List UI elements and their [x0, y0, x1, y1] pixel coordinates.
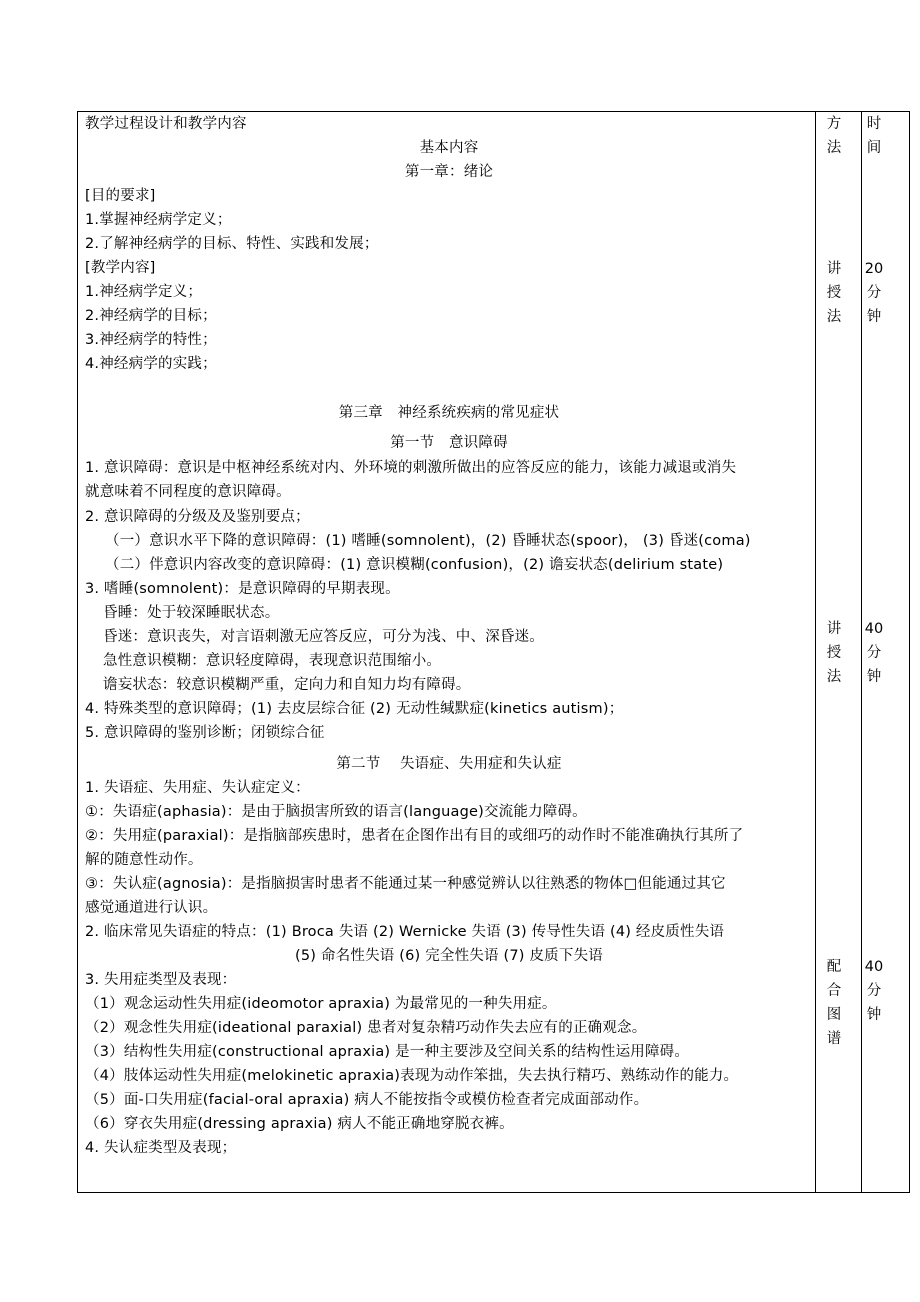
paragraph: （2）观念性失用症(ideational paraxial) 患者对复杂精巧动作失去应有的正确观念。 [85, 1020, 647, 1036]
teach-label: [教学内容] [85, 260, 156, 276]
method-lecture-1: 讲 授 法 [826, 261, 842, 325]
paragraph: ③：失认症(agnosia)：是指脑损害时患者不能通过某一种感觉辨认以往熟悉的物体□但能通过其它 [85, 876, 726, 892]
lesson-table [77, 111, 910, 1193]
method-atlas: 配 合 图 谱 [826, 959, 842, 1047]
paragraph: （6）穿衣失用症(dressing apraxia) 病人不能正确地穿脱衣裤。 [85, 1116, 514, 1132]
chapter-1-title: 第一章：绪论 [404, 164, 494, 180]
paragraph: 昏迷：意识丧失，对言语刺激无应答反应，可分为浅、中、深昏迷。 [103, 629, 544, 645]
paragraph: 1. 失语症、失用症、失认症定义： [85, 780, 310, 796]
paragraph: （一）意识水平下降的意识障碍：(1) 嗜睡(somnolent)，(2) 昏睡状态(spoor)， (3) 昏迷(coma) [105, 533, 751, 549]
paragraph: 昏睡：处于较深睡眠状态。 [103, 605, 280, 621]
method-header: 方 法 [826, 116, 842, 156]
method-lecture-2: 讲 授 法 [826, 621, 842, 685]
paragraph: ①：失语症(aphasia)：是由于脑损害所致的语言(language)交流能力障碍。 [85, 804, 587, 820]
paragraph: 2. 意识障碍的分级及及鉴别要点； [85, 509, 310, 525]
chapter-3-title: 第三章 神经系统疾病的常见症状 [338, 405, 560, 421]
paragraph: 3. 嗜睡(somnolent)：是意识障碍的早期表现。 [85, 581, 400, 597]
time-20-minutes: 20 分 钟 [864, 261, 884, 325]
goal-item: 1.掌握神经病学定义； [85, 212, 232, 228]
time-40-minutes: 40 分 钟 [864, 959, 884, 1023]
paragraph: 5. 意识障碍的鉴别诊断；闭锁综合征 [85, 725, 325, 741]
column-divider-method [815, 112, 816, 1192]
paragraph: 谵妄状态：较意识模糊严重，定向力和自知力均有障碍。 [103, 677, 471, 693]
paragraph: （5）面-口失用症(facial-oral apraxia) 病人不能按指令或模仿检查者完成面部动作。 [85, 1092, 649, 1108]
teach-item: 3.神经病学的特性； [85, 332, 217, 348]
paragraph: ②：失用症(paraxial)：是指脑部疾患时，患者在企图作出有目的或细巧的动作时不能准确执行其所了 [85, 828, 744, 844]
basic-content-heading: 基本内容 [419, 140, 479, 156]
paragraph: (5) 命名性失语 (6) 完全性失语 (7) 皮质下失语 [295, 948, 603, 964]
section-2-title: 第二节 失语症、失用症和失认症 [336, 756, 562, 772]
paragraph: 2. 临床常见失语症的特点：(1) Broca 失语 (2) Wernicke 失语 (3) 传导性失语 (4) 经皮质性失语 [85, 924, 725, 940]
paragraph: （3）结构性失用症(constructional apraxia) 是一种主要涉及空间关系的结构性运用障碍。 [85, 1044, 690, 1060]
time-40-minutes: 40 分 钟 [864, 621, 884, 685]
teach-item: 1.神经病学定义； [85, 284, 203, 300]
paragraph: 4. 特殊类型的意识障碍；(1) 去皮层综合征 (2) 无动性缄默症(kinetics autism)； [85, 701, 624, 717]
paragraph: （1）观念运动性失用症(ideomotor apraxia) 为最常见的一种失用症。 [85, 996, 557, 1012]
paragraph: 急性意识模糊：意识轻度障碍，表现意识范围缩小。 [103, 653, 442, 669]
teach-item: 2.神经病学的目标； [85, 308, 217, 324]
paragraph: （4）肢体运动性失用症(melokinetic apraxia)表现为动作笨拙，失去执行精巧、熟练动作的能力。 [85, 1068, 739, 1084]
content-title: 教学过程设计和教学内容 [85, 116, 247, 132]
time-header: 时 间 [866, 116, 882, 156]
teach-item: 4.神经病学的实践； [85, 356, 217, 372]
goal-item: 2.了解神经病学的目标、特性、实践和发展； [85, 236, 379, 252]
paragraph: 3. 失用症类型及表现： [85, 972, 237, 988]
paragraph: 解的随意性动作。 [85, 852, 203, 868]
paragraph: 感觉通道进行认识。 [85, 900, 218, 916]
paragraph: 就意味着不同程度的意识障碍。 [85, 484, 291, 500]
paragraph: （二）伴意识内容改变的意识障碍：(1) 意识模糊(confusion)，(2) 谵妄状态(delirium state) [105, 557, 724, 573]
paragraph: 1. 意识障碍：意识是中枢神经系统对内、外环境的刺激所做出的应答反应的能力，该能力减退或消失 [85, 460, 737, 476]
section-1-title: 第一节 意识障碍 [390, 435, 508, 451]
goal-label: [目的要求] [85, 188, 156, 204]
paragraph: 4. 失认症类型及表现； [85, 1140, 237, 1156]
